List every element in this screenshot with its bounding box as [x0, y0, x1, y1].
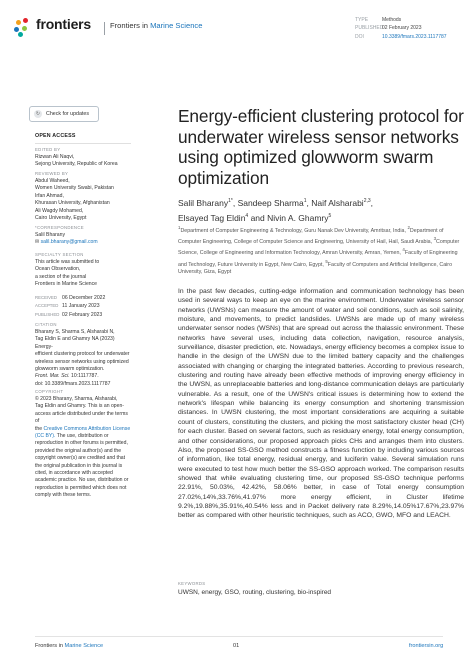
author-name[interactable]: Salil Bharany$^{1*}$ [178, 197, 233, 208]
copyright-line: provided the original author(s) and the [35, 447, 122, 454]
accepted-value: 11 January 2023 [62, 303, 100, 310]
copyright-line: copyright owner(s) are credited and that [35, 455, 126, 462]
edited-by-section [35, 146, 131, 169]
specialty-label: SPECIALTY SECTION [35, 252, 84, 257]
specialty-section [35, 251, 131, 289]
keywords-label: KEYWORDS [178, 581, 206, 586]
published-label: PUBLISHED [355, 25, 384, 32]
specialty-line: Frontiers in Marine Science [35, 281, 97, 288]
editor-affiliation: Sejong University, Republic of Korea [35, 161, 118, 168]
published-label: PUBLISHED [35, 311, 60, 317]
editor-name: Rizwan Ali Naqvi, [35, 154, 75, 160]
keywords: UWSN, energy, GSO, routing, clustering, bio-inspired [178, 589, 332, 596]
received-value: 06 December 2022 [62, 295, 106, 301]
doi-link[interactable]: 10.3389/fmars.2023.1117787 [382, 33, 447, 40]
copyright-line: the original publication in this journal is [35, 462, 123, 469]
envelope-icon: ✉ [35, 239, 40, 246]
check-for-updates-button[interactable] [29, 106, 99, 122]
affiliations: $^1$Department of Computer Engineering & Technology, Guru Nanak Dev University, Amritsar, India, $^2$Department of Computer Engineering, College of Computer Science and Engineering, University of Hail, Hail, Saudi Arabia, $^3$Computer Science, College of Engineering and Information Technology, Amran University, Amran, Yemen, $^4$Faculty of Engineering and Technology, Future University in Egypt, New Cairo, Egypt, $^5$Faculty of Computers and Artificial Intelligence, Cairo University, Giza, Egypt [178, 225, 460, 275]
doi-label: DOI [355, 33, 364, 40]
reviewer-name: Irfan Ahmad, [35, 192, 64, 199]
copyright-line: comply with these terms. [35, 492, 92, 499]
author-list: Salil Bharany$^{1*}$, Sandeep Sharma$^1$, Naif Alsharabi$^{2,3}$, Elsayed Tag Eldin$^4$ and Nivin A. Ghamry$^5$ [178, 197, 374, 223]
author-name[interactable]: Sandeep Sharma$^1$ [237, 197, 307, 208]
brand-name: frontiers [36, 16, 91, 32]
correspondence-email-row[interactable] [35, 239, 131, 246]
reviewer-name: Abdul Waheed, [35, 178, 70, 184]
reviewer-affiliation: Cairo University, Egypt [35, 215, 87, 222]
copyright-line: Tag Eldin and Ghamry. This is an open- [35, 403, 124, 410]
citation-label: CITATION [35, 322, 57, 327]
correspondence-email[interactable]: salil.bharany@gmail.com [40, 239, 98, 246]
type-label: TYPE [355, 17, 369, 23]
specialty-line: This article was submitted to [35, 259, 100, 265]
journal-name[interactable] [110, 21, 202, 30]
footer-divider [35, 636, 443, 637]
reviewed-by-label: REVIEWED BY [35, 171, 69, 176]
citation-line: efficient clustering protocol for underwater [35, 351, 130, 358]
header-divider [104, 22, 105, 35]
citation-journal: Front. Mar. Sci. [35, 373, 70, 380]
dates-section [35, 294, 131, 319]
citation-line: glowworm swarm optimization. [35, 366, 105, 373]
received-row [35, 294, 131, 302]
update-check-icon: ↻ [35, 111, 41, 117]
accepted-label: ACCEPTED [35, 303, 59, 309]
page-number: 01 [233, 643, 240, 649]
article-meta [355, 16, 447, 41]
type-value: Methods [382, 17, 402, 23]
reviewer-name: Ali Wagdy Mohamed, [35, 207, 84, 214]
author-name[interactable]: Nivin A. Ghamry$^5$ [267, 212, 332, 223]
journal-prefix: Frontiers in [110, 21, 148, 30]
affiliation: Department of Computer Engineering, College of Computer Science and Engineering, University of Hail, Hail, Saudi Arabia, [178, 227, 444, 245]
article-title: Energy-efficient clustering protocol for underwater wireless sensor networks using optimized glowworm swarm optimization [178, 106, 464, 188]
citation-line: Bharany S, Sharma S, Alsharabi N, [35, 329, 115, 335]
received-label: RECEIVED [35, 295, 57, 300]
sidebar-divider [35, 143, 131, 144]
published-row [35, 311, 131, 319]
citation-volume: 10:1117787. [71, 373, 99, 380]
footer-journal-prefix: Frontiers in [35, 643, 63, 649]
author-name[interactable]: Elsayed Tag Eldin$^4$ [178, 212, 249, 223]
correspondence-section [35, 224, 131, 247]
copyright-line: academic practice. No use, distribution or [35, 477, 129, 484]
affiliation: Faculty of Computers and Artificial Intelligence, Cairo University, Giza, Egypt [178, 261, 453, 275]
citation-doi[interactable]: doi: 10.3389/fmars.2023.1117787 [35, 380, 111, 387]
copyright-line: © 2023 Bharany, Sharma, Alsharabi, [35, 396, 118, 402]
author-name[interactable]: Naif Alsharabi$^{2,3}$ [311, 197, 371, 208]
reviewer-affiliation: Khurasan University, Afghanistan [35, 200, 110, 207]
reviewed-by-section [35, 170, 131, 222]
open-access-label: OPEN ACCESS [35, 133, 76, 139]
specialty-line: Ocean Observation, [35, 266, 81, 273]
license-link[interactable]: Creative Commons Attribution License [43, 425, 131, 432]
copyright-line: access article distributed under the terms of [35, 410, 128, 425]
affiliation: Computer Science, College of Engineering and Information Technology, Amran University, Amran, Yemen, [178, 238, 460, 257]
accepted-row [35, 302, 131, 310]
specialty-line: a section of the journal [35, 273, 87, 280]
citation-line: Tag Eldin E and Ghamry NA (2023) Energy- [35, 336, 115, 350]
copyright-line: cited, in accordance with accepted [35, 470, 113, 477]
affiliation: Faculty of Engineering and Technology, Future University in Egypt, New Cairo, Egypt, [178, 250, 458, 268]
reviewer-affiliation: Women University Swabi, Pakistan [35, 185, 114, 192]
affiliation: Department of Computer Engineering & Technology, Guru Nanak Dev University, Amritsar, India, [180, 227, 406, 234]
copyright-line: reproduction in other forums is permitted, [35, 440, 128, 447]
citation-line: wireless sensor networks using optimized [35, 358, 129, 365]
footer-url-link[interactable]: frontiersin.org [409, 643, 444, 649]
copyright-line: The use, distribution or [56, 433, 109, 440]
edited-by-label: EDITED BY [35, 147, 61, 152]
license-link[interactable]: (CC BY). [35, 433, 56, 440]
footer-journal [35, 643, 103, 649]
correspondence-label: *CORRESPONDENCE [35, 225, 84, 230]
correspondence-name: Salil Bharany [35, 232, 66, 238]
journal-accent: Marine Science [150, 21, 203, 30]
citation-section [35, 321, 131, 388]
published-value: 02 February 2023 [382, 25, 422, 32]
copyright-section [35, 388, 131, 500]
copyright-label: COPYRIGHT [35, 389, 64, 394]
published-value: 02 February 2023 [62, 311, 103, 318]
footer-journal-accent: Marine Science [64, 643, 104, 649]
copyright-line: the [35, 425, 43, 432]
copyright-line: reproduction is permitted which does not [35, 484, 127, 491]
check-updates-label: Check for updates [46, 111, 89, 117]
abstract-text: In the past few decades, cutting-edge information and communication technology has been used in several ways to keep an eye on the marine environment. Underwater wireless sensor networks (UWSNs) can measure the amount of water and soil conditions, such as soil salinity, moisture, and movements, to predict landslides. UWSNs are made up of many wireless underwater sensor nodes (WSNs) that are spread out across the thalassic environment. These networks have several uses, including data collection, navigation, resource analysis, surveillance, disaster prediction, etc. Nowadays, energy efficiency becomes a complex issue to handle in the design of the UWSN due to the limited battery capacity and the challenges associated with changing or charging the integrated batteries. According to previous research, clustering and routing have already been effective methods of improving energy efficiency in the UWSN, as unreplaceable batteries and long-distance communication delays are particularly vulnerable. As a result, one of the UWSN's critical issues is determining how to extend the network's lifespan while balancing its energy consumption and shortening transmission distances. In UWSN clustering, the most important considerations are acquiring a suitable count of clusters, constituting the clusters, and picking the most satisfactory cluster head (CH) for each cluster. Based on several factors, such as residuary energy, total energy consumption, and other considerations, our proposed approach picks CHs and arranges them into clusters. Also, the proposed SS-GSO method constructs a fitness function by including various sources of information, like total energy, residual energy, and luciferin value. Several simulation runs were executed to test how much better the SS-GSO approach worked. The comparison results showed that while evaluating clustering time, our proposed SS-GSO technique performs 22.91%, 50.03%, 42.42%, 58.06% better, in case of Total energy consumption 27.02%,14%,33.76%,41.97% more energy efficient, in Cluster lifetime 9.2%,19.88%,35.91%,40.54% less and in Packet delivery rate 8.29%,14.05%17.67%,23.97% better as compared with other heuristic techniques, such as ACO, GWO, MFO and LEACH. [178, 288, 464, 520]
